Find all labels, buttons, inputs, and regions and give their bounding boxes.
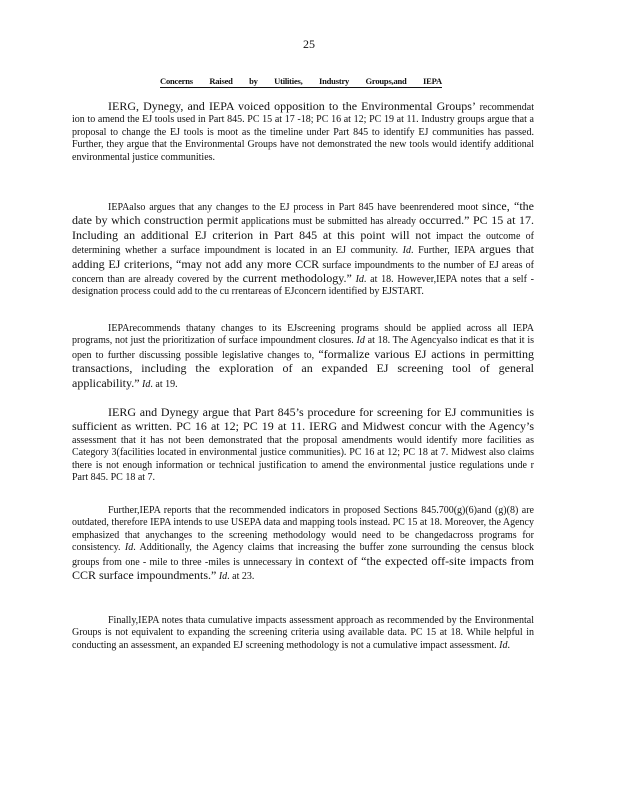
paragraph-text: applications must be submitted has already	[238, 216, 420, 228]
citation-id: Id	[142, 378, 151, 390]
citation-id: Id	[124, 542, 134, 554]
paragraph-text: .	[507, 639, 510, 651]
paragraph-text: recommendat ion to amend the EJ tools used in Part 845. PC 15 at 17 -18; PC 16 at 12; PC 19 at 11. Industry groups argue that a proposal to change the EJ tools is moot as the timeline under Part 845 to identify EJ communities has passed. Further, they argue that the Environmental Groups have not demonstrated the new tools would identify additional environmental justice communities.	[72, 102, 535, 163]
paragraph-text: IEPAalso argues that any changes to the EJ process in Part 845 have beenrendered moot	[108, 202, 483, 213]
paragraph-text: . at 23.	[227, 571, 255, 583]
paragraph-text: . at 18. However,IEPA notes that a self -designation process could add to the cu rrentareas of EJconcern identified by EJSTART.	[72, 274, 535, 298]
paragraph-text: . at 19.	[150, 378, 178, 390]
heading-word: Raised	[209, 76, 233, 86]
heading-word: Groups,and	[365, 76, 407, 86]
paragraph-text: IEPArecommends thatany changes to its EJscreening programs should be applied across all IEPA programs, not just the prioritization of surface impoundment closures.	[72, 323, 534, 347]
citation-id: Id	[356, 335, 365, 347]
paragraph-text: . Additionally, the Agency claims that increasing the buffer zone surrounding the census block groups from one - mile to three -miles is unnecessary	[72, 542, 534, 568]
paragraph-lead: IERG, Dynegy, and IEPA voiced opposition to the Environmental Groups’	[108, 99, 476, 113]
paragraph-iepa-indicators	[72, 505, 534, 583]
paragraph-ierg-dynegy	[72, 406, 534, 484]
paragraph-emphasis: occurred.” PC 15 at 17. Including an additional EJ criterion in Part 845 at this point will not	[72, 213, 535, 242]
citation-id: Id	[218, 571, 228, 583]
paragraph-text: assessment that it has not been demonstrated that the proposal amendments would identify more facilities as Category 3(facilities located in environmental justice communities). PC 16 at 12; PC 18 at 7. Midwest also claims there is not enough information or technical justification to amend the environmental justice regulations unde r Part 845. PC 18 at 7.	[72, 434, 534, 484]
paragraph-text: surface impoundments to the number of EJ areas of concern than are already covered by the	[72, 259, 534, 286]
paragraph-text: Finally,IEPA notes thata cumulative impacts assessment approach as recommended by the Environmental Groups is not equivalent to expanding the screening criteria using available data. PC 15 at 18. While helpful in conducting an assessment, an expanded EJ screening methodology is not a cumulative impact assessment.	[72, 615, 534, 651]
paragraph-iepa-moot	[72, 200, 534, 299]
heading-word: Industry	[319, 76, 350, 86]
paragraph-emphasis: “formalize various EJ actions in permitting transactions, including the exploration of an expanded EJ screening tool of general applicability.”	[72, 346, 534, 390]
paragraph-emphasis: since, “the date by which construction permit	[72, 199, 534, 228]
paragraph-text: . Further, IEPA	[411, 245, 480, 257]
paragraph-text: impact the outcome of determining whether a surface impoundment is located in an EJ community.	[72, 230, 534, 257]
paragraph-text: Further,IEPA reports that the recommended indicators in proposed Sections 845.700(g)(6)and (g)(8) are outdated, therefore IEPA intends to use USEPA data and mapping tools instead. PC 15 at 18. Moreover, the Agency emphasized that anychanges to the screening methodology would need to be changedacross programs for consistency.	[72, 505, 534, 554]
heading-word: Utilities,	[274, 76, 303, 86]
paragraph-opposition	[72, 100, 534, 164]
citation-id: Id	[355, 274, 364, 286]
paragraph-emphasis: IERG and Dynegy argue that Part 845’s procedure for screening for EJ communities is sufficient as written. PC 16 at 12; PC 19 at 11. IERG and Midwest concur with the Agency’s	[72, 405, 534, 434]
paragraph-emphasis: current methodology.”	[242, 271, 352, 286]
paragraph-emphasis: in context of “the expected off-site impacts from CCR surface impoundments.”	[72, 553, 534, 583]
paragraph-text: at 18. The Agencyalso indicat es that it is open to further discussing possible legislative changes to,	[72, 335, 534, 361]
citation-id: Id	[402, 245, 412, 257]
paragraph-iepa-recommends	[72, 323, 534, 391]
page-number: 25	[303, 37, 315, 51]
paragraph-cumulative-impacts	[72, 615, 534, 652]
paragraph-emphasis: argues that adding EJ criterions, “may not add any more CCR	[72, 242, 534, 271]
heading-word: Concerns	[160, 76, 193, 86]
section-heading	[160, 76, 442, 88]
citation-id: Id	[499, 639, 508, 651]
heading-word: by	[249, 76, 258, 86]
heading-word: IEPA	[423, 76, 442, 86]
